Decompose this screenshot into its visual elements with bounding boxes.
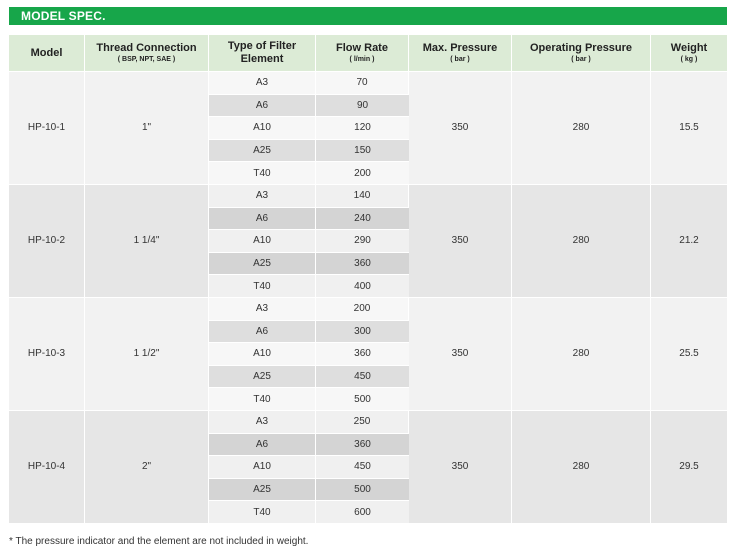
flow-rate-cell: 450 xyxy=(316,456,409,479)
weight-cell: 21.2 xyxy=(651,185,727,298)
footnote: * The pressure indicator and the element are not included in weight. xyxy=(9,536,309,547)
flow-rate-cell: 70 xyxy=(316,72,409,95)
filter-element-cell: A6 xyxy=(209,208,316,231)
header-thread-connection xyxy=(85,35,209,72)
thread-cell: 2" xyxy=(85,411,209,524)
table-row xyxy=(9,411,727,434)
filter-element-cell: A10 xyxy=(209,230,316,253)
table-row xyxy=(9,185,727,208)
filter-element-cell: T40 xyxy=(209,388,316,411)
filter-element-cell: A3 xyxy=(209,72,316,95)
flow-rate-cell: 500 xyxy=(316,479,409,502)
header-unit: ( l/min ) xyxy=(349,55,375,63)
thread-cell: 1 1/4" xyxy=(85,185,209,298)
operating-pressure-cell: 280 xyxy=(512,185,651,298)
model-cell: HP-10-1 xyxy=(9,72,85,185)
header-max-pressure xyxy=(409,35,512,72)
max-pressure-cell: 350 xyxy=(409,72,512,185)
table-header xyxy=(9,35,727,72)
header-label: Type of Filter Element xyxy=(227,40,297,65)
table-row xyxy=(9,72,727,95)
header-unit: ( BSP, NPT, SAE ) xyxy=(117,55,176,63)
thread-cell: 1" xyxy=(85,72,209,185)
operating-pressure-cell: 280 xyxy=(512,72,651,185)
header-weight xyxy=(651,35,727,72)
filter-element-cell: A3 xyxy=(209,411,316,434)
filter-element-cell: A6 xyxy=(209,434,316,457)
operating-pressure-cell: 280 xyxy=(512,298,651,411)
flow-rate-cell: 360 xyxy=(316,434,409,457)
filter-element-cell: A25 xyxy=(209,253,316,276)
flow-rate-cell: 500 xyxy=(316,388,409,411)
header-label: Model xyxy=(30,46,63,59)
weight-cell: 29.5 xyxy=(651,411,727,524)
filter-element-cell: A25 xyxy=(209,366,316,389)
flow-rate-cell: 140 xyxy=(316,185,409,208)
filter-element-cell: A6 xyxy=(209,321,316,344)
flow-rate-cell: 200 xyxy=(316,162,409,185)
filter-element-cell: T40 xyxy=(209,275,316,298)
model-cell: HP-10-4 xyxy=(9,411,85,524)
header-model xyxy=(9,35,85,72)
flow-rate-cell: 300 xyxy=(316,321,409,344)
flow-rate-cell: 290 xyxy=(316,230,409,253)
max-pressure-cell: 350 xyxy=(409,185,512,298)
flow-rate-cell: 250 xyxy=(316,411,409,434)
flow-rate-cell: 90 xyxy=(316,95,409,118)
filter-element-cell: T40 xyxy=(209,162,316,185)
flow-rate-cell: 240 xyxy=(316,208,409,231)
flow-rate-cell: 450 xyxy=(316,366,409,389)
flow-rate-cell: 150 xyxy=(316,140,409,163)
filter-element-cell: A6 xyxy=(209,95,316,118)
filter-element-cell: A25 xyxy=(209,140,316,163)
flow-rate-cell: 600 xyxy=(316,501,409,524)
flow-rate-cell: 120 xyxy=(316,117,409,140)
header-flow-rate xyxy=(316,35,409,72)
header-label: Weight xyxy=(670,41,708,54)
max-pressure-cell: 350 xyxy=(409,411,512,524)
filter-element-cell: A3 xyxy=(209,298,316,321)
flow-rate-cell: 200 xyxy=(316,298,409,321)
table-body xyxy=(9,72,727,524)
header-label: Thread Connection xyxy=(96,41,197,54)
flow-rate-cell: 360 xyxy=(316,343,409,366)
filter-element-cell: T40 xyxy=(209,501,316,524)
header-filter-element-type xyxy=(209,35,316,72)
header-label: Max. Pressure xyxy=(422,41,498,54)
flow-rate-cell: 360 xyxy=(316,253,409,276)
weight-cell: 15.5 xyxy=(651,72,727,185)
flow-rate-cell: 400 xyxy=(316,275,409,298)
filter-element-cell: A3 xyxy=(209,185,316,208)
table-row xyxy=(9,298,727,321)
header-unit: ( kg ) xyxy=(680,55,698,63)
header-operating-pressure xyxy=(512,35,651,72)
spec-table xyxy=(9,35,727,524)
filter-element-cell: A10 xyxy=(209,117,316,140)
header-unit: ( bar ) xyxy=(450,55,470,63)
model-cell: HP-10-3 xyxy=(9,298,85,411)
header-label: Flow Rate xyxy=(336,41,388,54)
section-title: MODEL SPEC. xyxy=(9,7,727,25)
filter-element-cell: A10 xyxy=(209,456,316,479)
weight-cell: 25.5 xyxy=(651,298,727,411)
operating-pressure-cell: 280 xyxy=(512,411,651,524)
header-label: Operating Pressure xyxy=(529,41,633,54)
max-pressure-cell: 350 xyxy=(409,298,512,411)
thread-cell: 1 1/2" xyxy=(85,298,209,411)
filter-element-cell: A10 xyxy=(209,343,316,366)
filter-element-cell: A25 xyxy=(209,479,316,502)
header-unit: ( bar ) xyxy=(571,55,591,63)
model-cell: HP-10-2 xyxy=(9,185,85,298)
